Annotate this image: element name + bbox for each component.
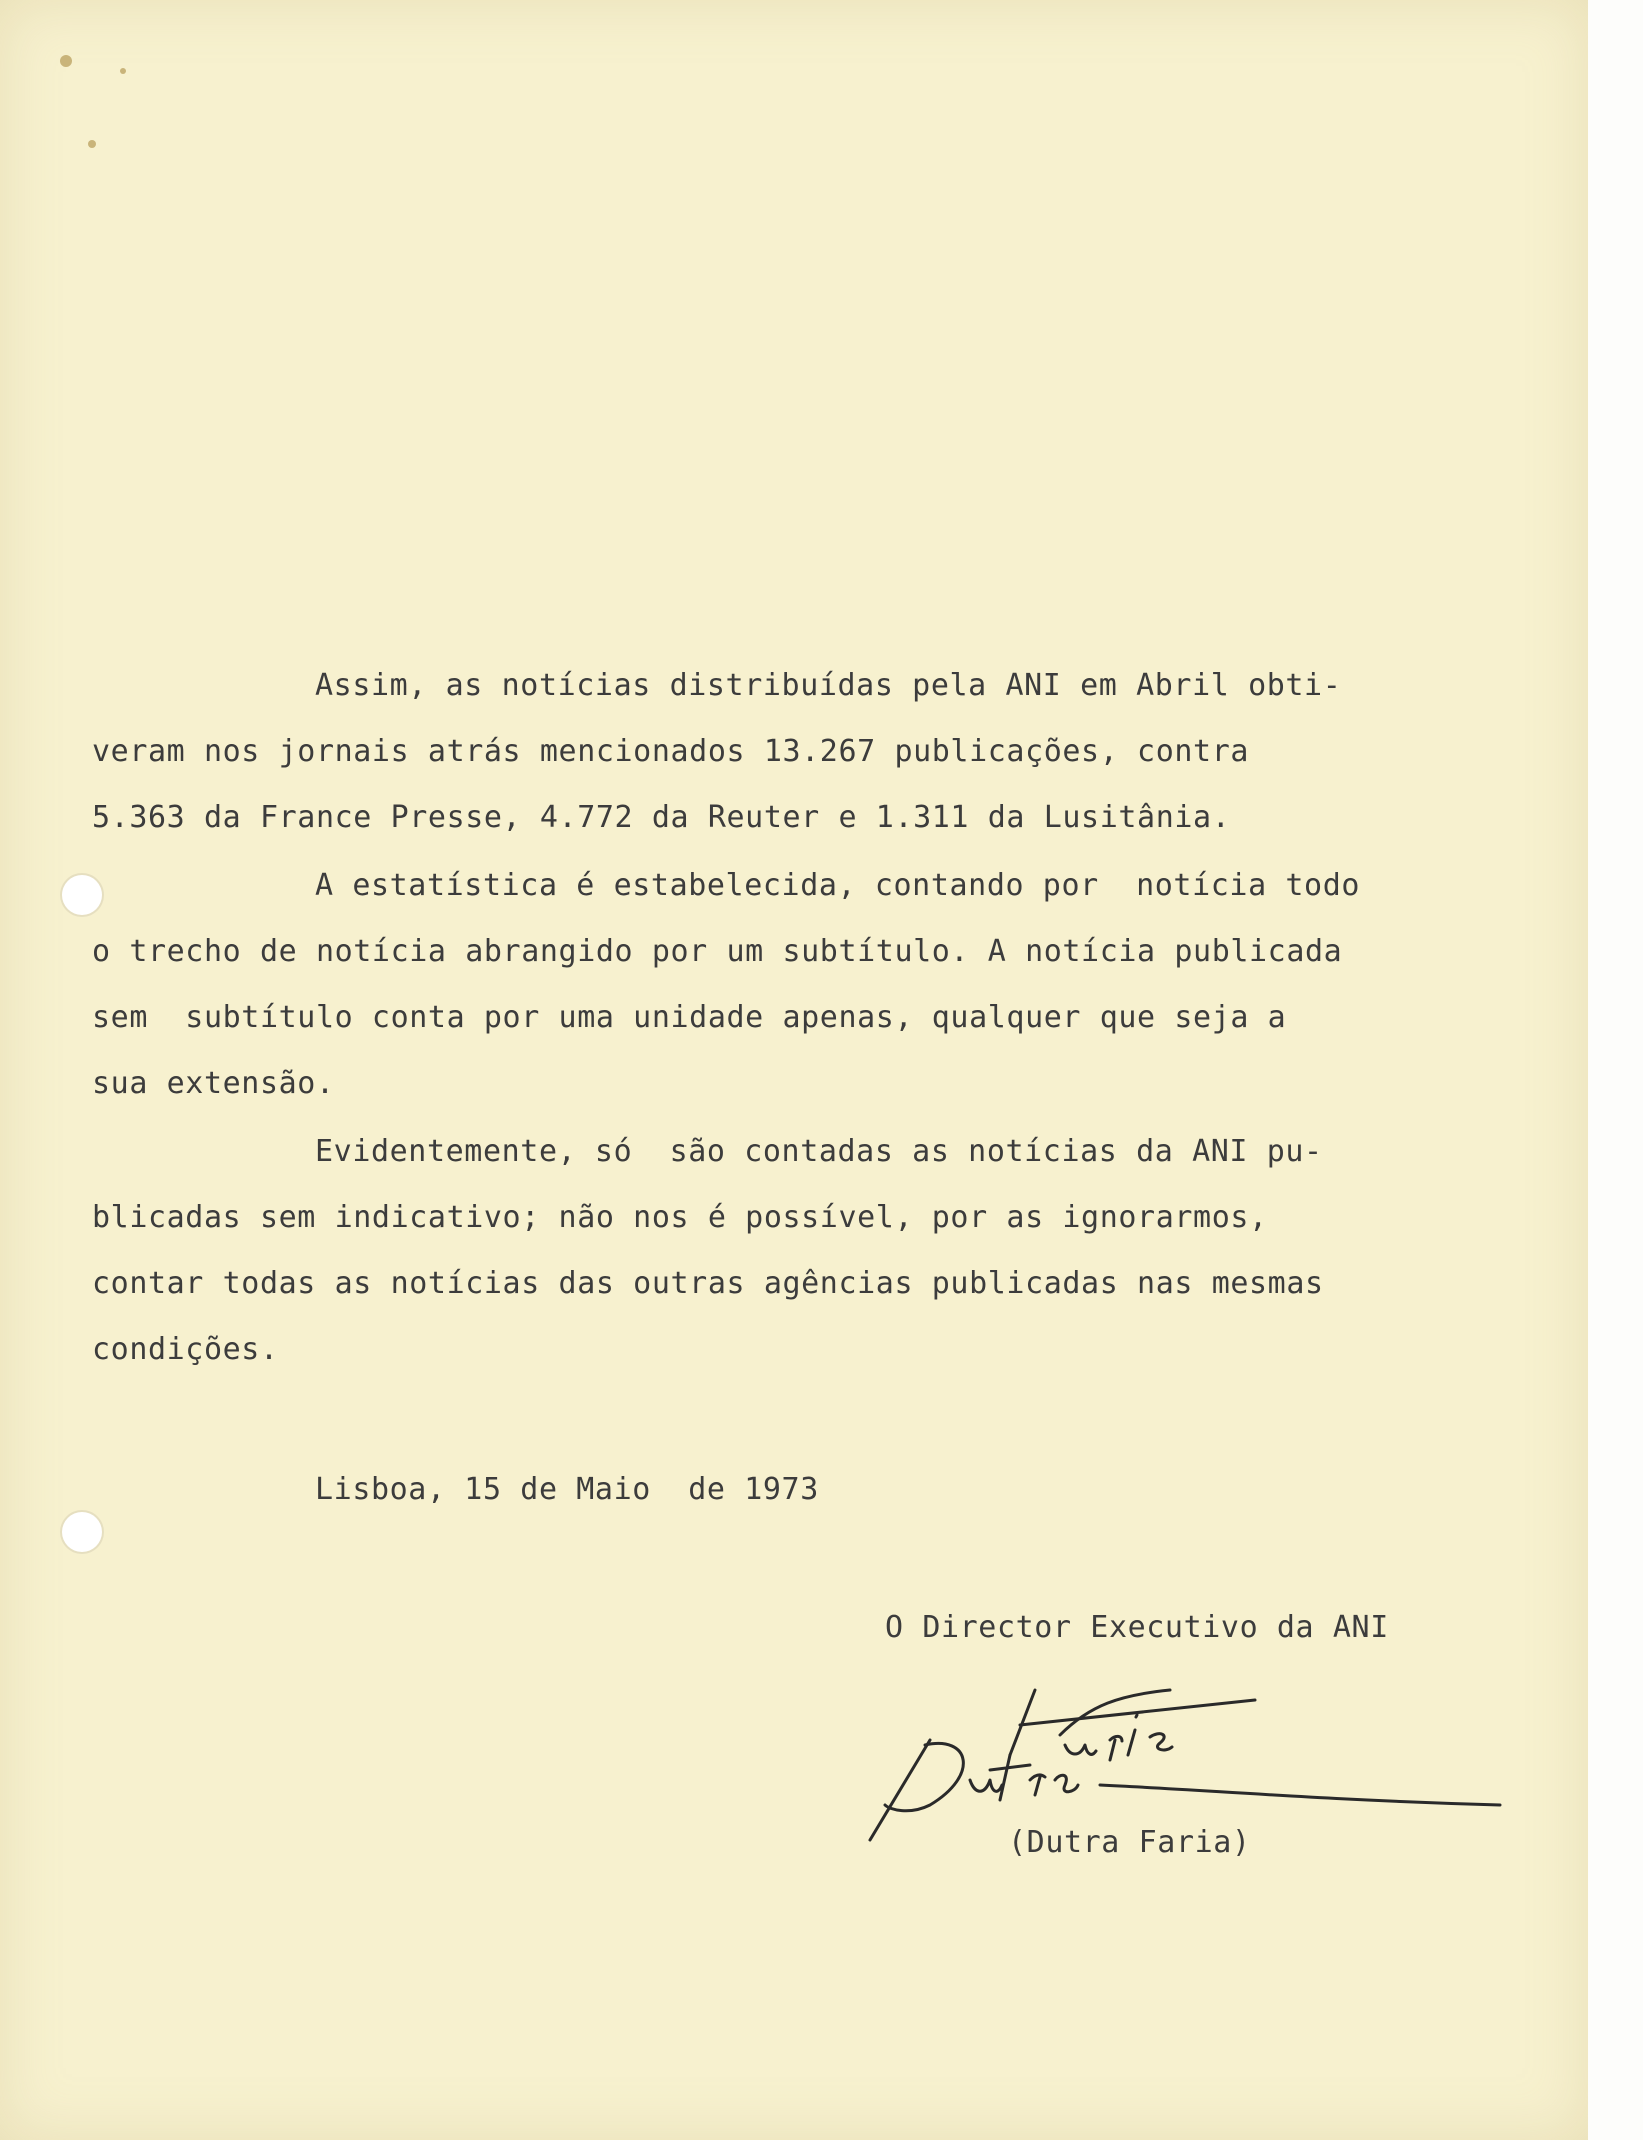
- stain-spot: [60, 55, 72, 67]
- signatory-title: O Director Executivo da ANI: [885, 1610, 1389, 1645]
- paragraph-1-line-1: Assim, as notícias distribuídas pela ANI em Abril obti-: [315, 668, 1342, 703]
- paragraph-2-line-1: A estatística é estabelecida, contando por notícia todo: [315, 868, 1361, 903]
- stain-spot: [88, 140, 96, 148]
- paragraph-1-line-2: veram nos jornais atrás mencionados 13.267 publicações, contra: [92, 734, 1250, 769]
- paragraph-3-line-2: blicadas sem indicativo; não nos é possível, por as ignorarmos,: [92, 1200, 1268, 1235]
- stain-spot: [120, 68, 126, 74]
- paragraph-3-line-4: condições.: [92, 1332, 279, 1367]
- paragraph-3-line-1: Evidentemente, só são contadas as notícias da ANI pu-: [315, 1134, 1323, 1169]
- signatory-name: (Dutra Faria): [1008, 1825, 1251, 1860]
- paragraph-2-line-2: o trecho de notícia abrangido por um subtítulo. A notícia publicada: [92, 934, 1343, 969]
- paragraph-1-line-3: 5.363 da France Presse, 4.772 da Reuter e 1.311 da Lusitânia.: [92, 800, 1231, 835]
- punch-hole: [62, 875, 102, 915]
- punch-hole: [62, 1512, 102, 1552]
- date-line: Lisboa, 15 de Maio de 1973: [315, 1472, 819, 1507]
- paragraph-2-line-4: sua extensão.: [92, 1066, 335, 1101]
- paragraph-3-line-3: contar todas as notícias das outras agências publicadas nas mesmas: [92, 1266, 1324, 1301]
- paragraph-2-line-3: sem subtítulo conta por uma unidade apenas, qualquer que seja a: [92, 1000, 1287, 1035]
- scan-margin: [1588, 0, 1643, 2140]
